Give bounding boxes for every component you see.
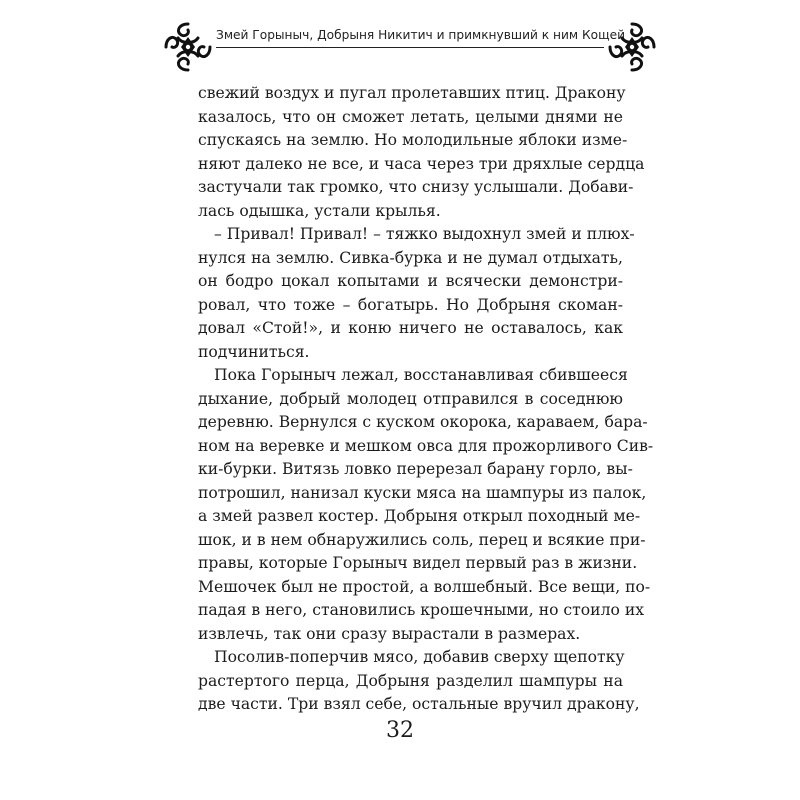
text-line: подчиниться. <box>198 342 310 361</box>
text-line: потрошил, нанизал куски мяса на шампуры из палок, <box>198 483 647 502</box>
page-number: 32 <box>386 718 414 743</box>
text-line: – Привал! Привал! – тяжко выдохнул змей и плюх- <box>214 225 635 243</box>
text-line: а змей развел костер. Добрыня открыл походный ме- <box>198 507 641 525</box>
text-line: ном на веревке и мешком овса для прожорливого Сив- <box>198 436 654 455</box>
text-line: Пока Горыныч лежал, восстанавливая сбившееся <box>214 366 628 384</box>
running-header <box>162 20 658 74</box>
text-line: растертого перца, Добрыня разделил шампуры на <box>198 671 623 690</box>
text-line: ровал, что тоже – богатырь. Но Добрыня скоман- <box>198 295 623 314</box>
text-line: деревню. Вернулся с куском окорока, караваем, бара- <box>198 413 648 431</box>
text-line: довал «Стой!», и коню ничего не оставалось, как <box>198 319 623 337</box>
text-line: спускаясь на землю. Но молодильные яблоки изме- <box>198 131 628 149</box>
text-line: Посолив-поперчив мясо, добавив сверху щепотку <box>214 648 625 666</box>
text-line: падая в него, становились крошечными, но стоило их <box>198 601 645 619</box>
text-line: няют далеко не все, и часа через три дряхлые сердца <box>198 154 645 173</box>
text-line: казалось, что он сможет летать, целыми днями не <box>198 107 623 126</box>
text-line: правы, которые Горыныч видел первый раз в жизни. <box>198 554 638 572</box>
scroll-ornament-icon <box>162 20 214 74</box>
text-line: нулся на землю. Сивка-бурка и не думал отдыхать, <box>198 248 623 267</box>
running-title: Змей Горыныч, Добрыня Никитич и примкнувший к ним Кощей <box>216 28 625 42</box>
text-line: лась одышка, устали крылья. <box>198 201 441 220</box>
text-line: он бодро цокал копытами и всячески демонстри- <box>198 272 623 290</box>
text-line: застучали так громко, что снизу услышали. Добави- <box>198 178 634 196</box>
text-line: ки-бурки. Витязь ловко перерезал барану горло, вы- <box>198 460 633 478</box>
text-line: Мешочек был не простой, а волшебный. Все вещи, по- <box>198 577 651 596</box>
text-line: дыхание, добрый молодец отправился в соседнюю <box>198 389 623 408</box>
body-text <box>198 82 654 717</box>
text-line: свежий воздух и пугал пролетавших птиц. Дракону <box>198 84 626 102</box>
header-rule <box>216 47 604 48</box>
text-line: извлечь, так они сразу вырастали в размерах. <box>198 624 581 643</box>
scroll-ornament-icon <box>606 20 658 74</box>
text-line: шок, и в нем обнаружились соль, перец и всякие при- <box>198 530 646 549</box>
text-line: две части. Три взял себе, остальные вручил дракону, <box>198 695 640 713</box>
